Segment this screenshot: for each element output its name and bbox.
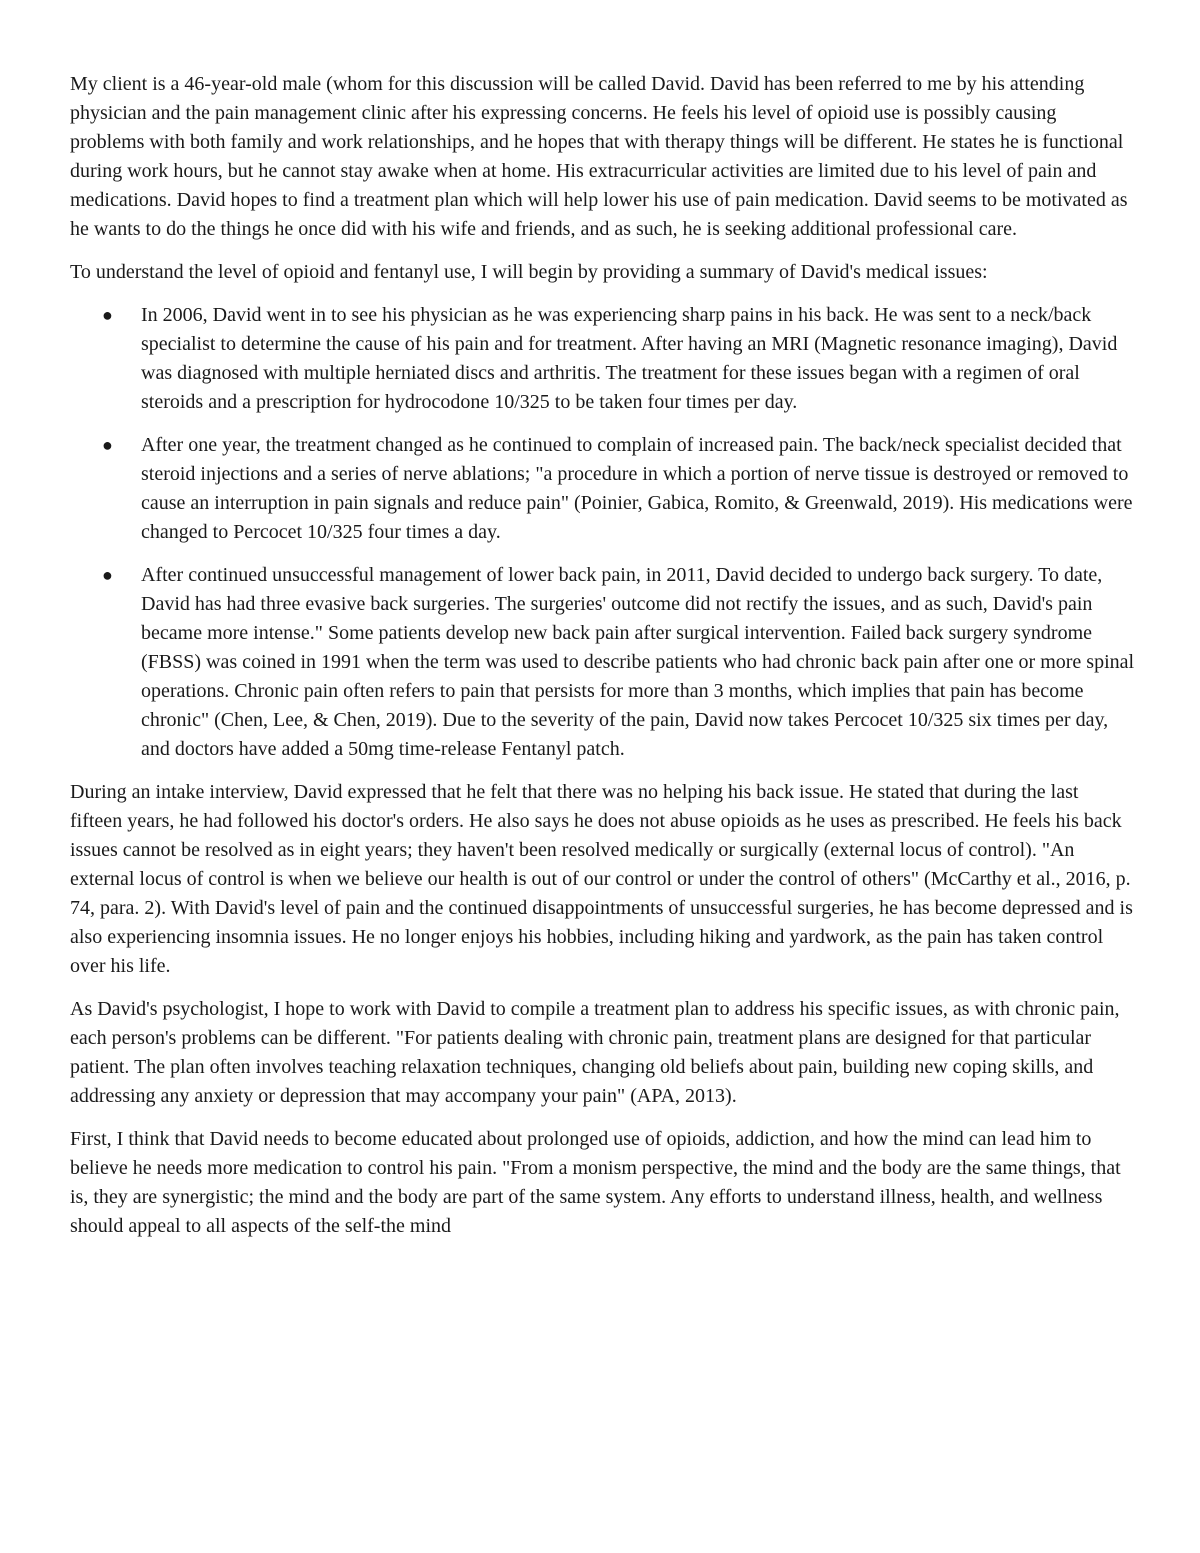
list-item	[70, 301, 1135, 417]
list-item-text: In 2006, David went in to see his physician as he was experiencing sharp pains in his back. He was sent to a neck/back specialist to determine the cause of his pain and for treatment. After having an MRI (Magnetic resonance imaging), David was diagnosed with multiple herniated discs and arthritis. The treatment for these issues began with a regimen of oral steroids and a prescription for hydrocodone 10/325 to be taken four times per day.	[141, 304, 1118, 413]
medical-history-list	[70, 301, 1135, 764]
paragraph-client-intro: My client is a 46-year-old male (whom for this discussion will be called David. David has been referred to me by his attending physician and the pain management clinic after his expressing concerns. He feels his level of opioid use is possibly causing problems with both family and work relationships, and he hopes that with therapy things will be different. He states he is functional during work hours, but he cannot stay awake when at home. His extracurricular activities are limited due to his level of pain and medications. David hopes to find a treatment plan which will help lower his use of pain medication. David seems to be motivated as he wants to do the things he once did with his wife and friends, and as such, he is seeking additional professional care.	[70, 73, 1128, 240]
paragraph-medical-summary-intro: To understand the level of opioid and fentanyl use, I will begin by providing a summary of David's medical issues:	[70, 261, 988, 283]
paragraph-intake-interview: During an intake interview, David expressed that he felt that there was no helping his back issue. He stated that during the last fifteen years, he had followed his doctor's orders. He also says he does not abuse opioids as he uses as prescribed. He feels his back issues cannot be resolved as in eight years; they haven't been resolved medically or surgically (external locus of control). "An external locus of control is when we believe our health is out of our control or under the control of others" (McCarthy et al., 2016, p. 74, para. 2). With David's level of pain and the continued disappointments of unsuccessful surgeries, he has become depressed and is also experiencing insomnia issues. He no longer enjoys his hobbies, including hiking and yardwork, as the pain has taken control over his life.	[70, 781, 1133, 977]
list-item-text: After one year, the treatment changed as he continued to complain of increased pain. The back/neck specialist decided that steroid injections and a series of nerve ablations; "a procedure in which a portion of nerve tissue is destroyed or removed to cause an interruption in pain signals and reduce pain" (Poinier, Gabica, Romito, & Greenwald, 2019). His medications were changed to Percocet 10/325 four times a day.	[141, 434, 1133, 543]
bullet-icon: ●	[102, 565, 113, 585]
bullet-icon: ●	[102, 305, 113, 325]
list-item	[70, 561, 1135, 764]
paragraph-treatment-plan: As David's psychologist, I hope to work with David to compile a treatment plan to address his specific issues, as with chronic pain, each person's problems can be different. "For patients dealing with chronic pain, treatment plans are designed for that particular patient. The plan often involves teaching relaxation techniques, changing old beliefs about pain, building new coping skills, and addressing any anxiety or depression that may accompany your pain" (APA, 2013).	[70, 998, 1120, 1107]
list-item	[70, 431, 1135, 547]
bullet-icon: ●	[102, 435, 113, 455]
paragraph-education: First, I think that David needs to become educated about prolonged use of opioids, addiction, and how the mind can lead him to believe he needs more medication to control his pain. "From a monism perspective, the mind and the body are the same things, that is, they are synergistic; the mind and the body are part of the same system. Any efforts to understand illness, health, and wellness should appeal to all aspects of the self-the mind	[70, 1128, 1121, 1237]
list-item-text: After continued unsuccessful management of lower back pain, in 2011, David decided to undergo back surgery. To date, David has had three evasive back surgeries. The surgeries' outcome did not rectify the issues, and as such, David's pain became more intense." Some patients develop new back pain after surgical intervention. Failed back surgery syndrome (FBSS) was coined in 1991 when the term was used to describe patients who had chronic back pain after one or more spinal operations. Chronic pain often refers to pain that persists for more than 3 months, which implies that pain has become chronic" (Chen, Lee, & Chen, 2019). Due to the severity of the pain, David now takes Percocet 10/325 six times per day, and doctors have added a 50mg time-release Fentanyl patch.	[141, 564, 1135, 760]
document-page	[70, 70, 1135, 1255]
